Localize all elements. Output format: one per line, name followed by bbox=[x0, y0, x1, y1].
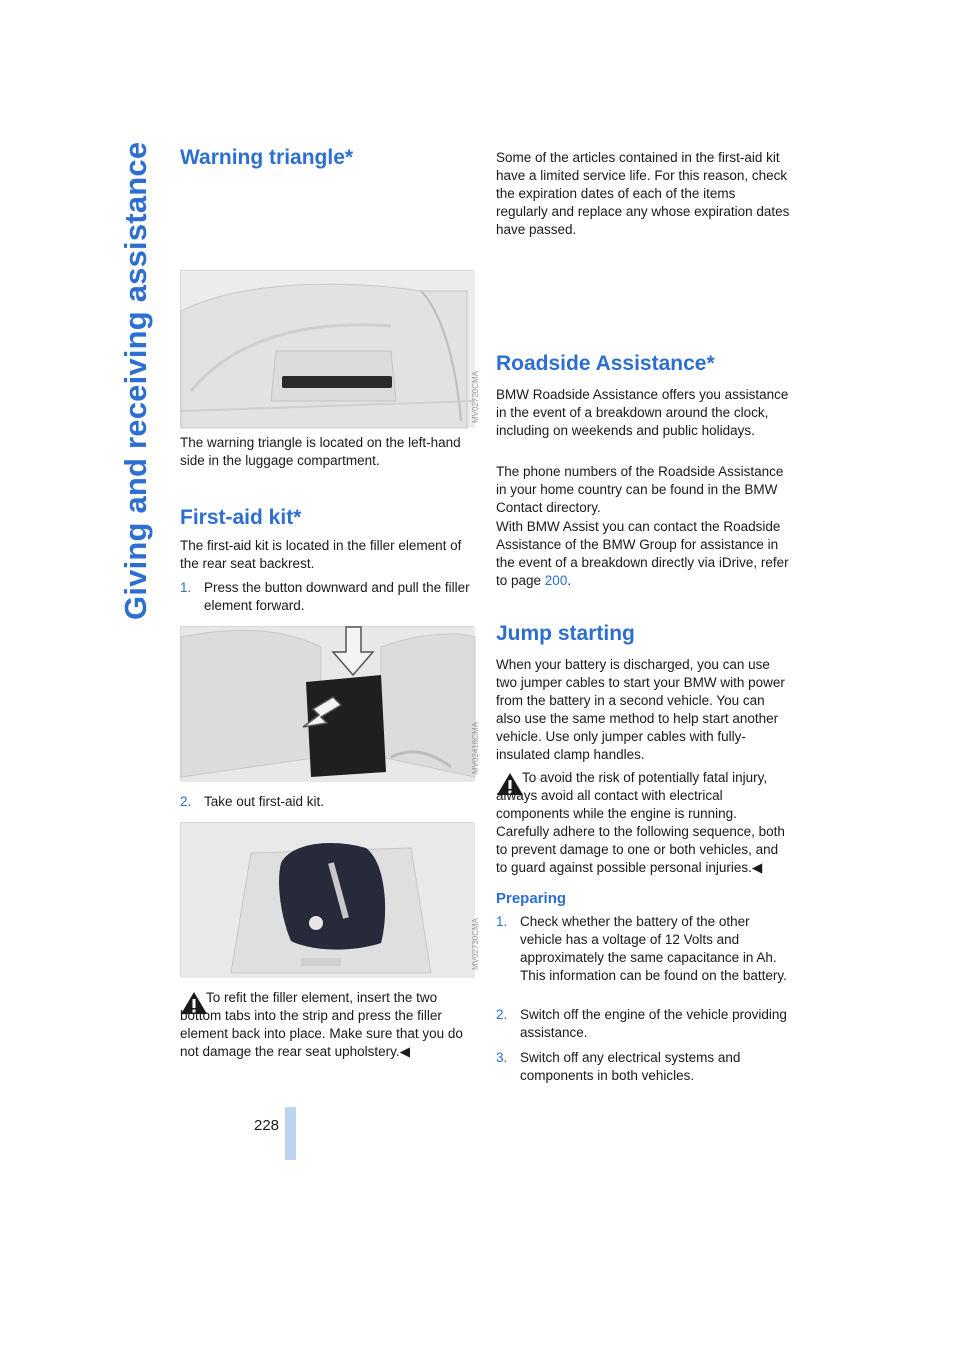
list-item-text: Switch off the engine of the vehicle providing assistance. bbox=[520, 1007, 787, 1040]
list-item-number: 1. bbox=[180, 580, 192, 595]
heading-warning-triangle: Warning triangle* bbox=[180, 146, 354, 169]
roadside-p2: The phone numbers of the Roadside Assistance in your home country can be found in the BMW Contact directory. bbox=[496, 464, 784, 515]
list-item-text: Press the button downward and pull the filler element forward. bbox=[204, 580, 470, 613]
caution-refit: To refit the filler element, insert the two bottom tabs into the strip and press the filler element back into place. Make sure that you do not damage the rear seat upholstery.◀ bbox=[180, 990, 463, 1059]
list-item-number: 2. bbox=[180, 794, 192, 809]
photo-seat-backrest bbox=[180, 626, 480, 781]
page-number: 228 bbox=[254, 1117, 280, 1134]
photo-code: MV02730CMA bbox=[471, 918, 480, 971]
list-item-number: 3. bbox=[496, 1050, 508, 1065]
list-item bbox=[496, 1006, 790, 1046]
side-chapter-title-text: Giving and receiving assistance bbox=[118, 141, 153, 620]
side-chapter-title bbox=[118, 60, 158, 620]
jump-body: When your battery is discharged, you can use two jumper cables to start your BMW with power from the battery in a second vehicle. You can also use the same method to help start another vehicle. Use only jumper cables with fully-insulated clamp handles. bbox=[496, 657, 785, 762]
list-item bbox=[496, 913, 790, 989]
page-marker-bar bbox=[285, 1107, 296, 1160]
list-item bbox=[496, 1049, 790, 1089]
page-reference-link[interactable]: 200 bbox=[544, 573, 568, 588]
warning-triangle-body: The warning triangle is located on the left-hand side in the luggage compartment. bbox=[180, 435, 461, 468]
photo-code: MV02418CMA bbox=[471, 722, 480, 775]
roadside-p3 bbox=[496, 518, 790, 590]
photo-code: MV02720CMA bbox=[471, 371, 480, 424]
roadside-p3-end: . bbox=[567, 573, 572, 588]
first-aid-continued: Some of the articles contained in the first-aid kit have a limited service life. For this reason, check the expiration dates of each of the items regularly and replace any whose expiration dates have passed. bbox=[496, 150, 790, 237]
heading-preparing: Preparing bbox=[496, 890, 567, 907]
list-item bbox=[180, 579, 474, 619]
heading-jump-starting: Jump starting bbox=[496, 622, 635, 645]
caution-jump: To avoid the risk of potentially fatal injury, always avoid all contact with electrical components while the engine is running. Carefully adhere to the following sequence, both to prevent damage to one or both vehicles, and to guard against possible personal injuries.◀ bbox=[496, 770, 785, 875]
list-item-number: 2. bbox=[496, 1007, 508, 1022]
heading-roadside-assistance: Roadside Assistance* bbox=[496, 352, 715, 375]
photo-first-aid-kit bbox=[180, 822, 480, 977]
list-item-text: Take out first-aid kit. bbox=[204, 794, 325, 809]
photo-warning-triangle bbox=[180, 270, 480, 427]
list-item bbox=[180, 793, 474, 813]
heading-first-aid: First-aid kit* bbox=[180, 506, 302, 529]
list-item-number: 1. bbox=[496, 914, 508, 929]
roadside-p3-text: With BMW Assist you can contact the Roadside Assistance of the BMW Group for assistance in the event of a breakdown directly via iDrive, refer to page bbox=[496, 519, 789, 588]
list-item-text: Switch off any electrical systems and components in both vehicles. bbox=[520, 1050, 741, 1083]
first-aid-body: The first-aid kit is located in the filler element of the rear seat backrest. bbox=[180, 538, 462, 571]
roadside-p1: BMW Roadside Assistance offers you assistance in the event of a breakdown around the clock, including on weekends and public holidays. bbox=[496, 387, 789, 438]
list-item-text: Check whether the battery of the other vehicle has a voltage of 12 Volts and approximately the same capacitance in Ah. This information can be found on the battery. bbox=[520, 914, 787, 983]
